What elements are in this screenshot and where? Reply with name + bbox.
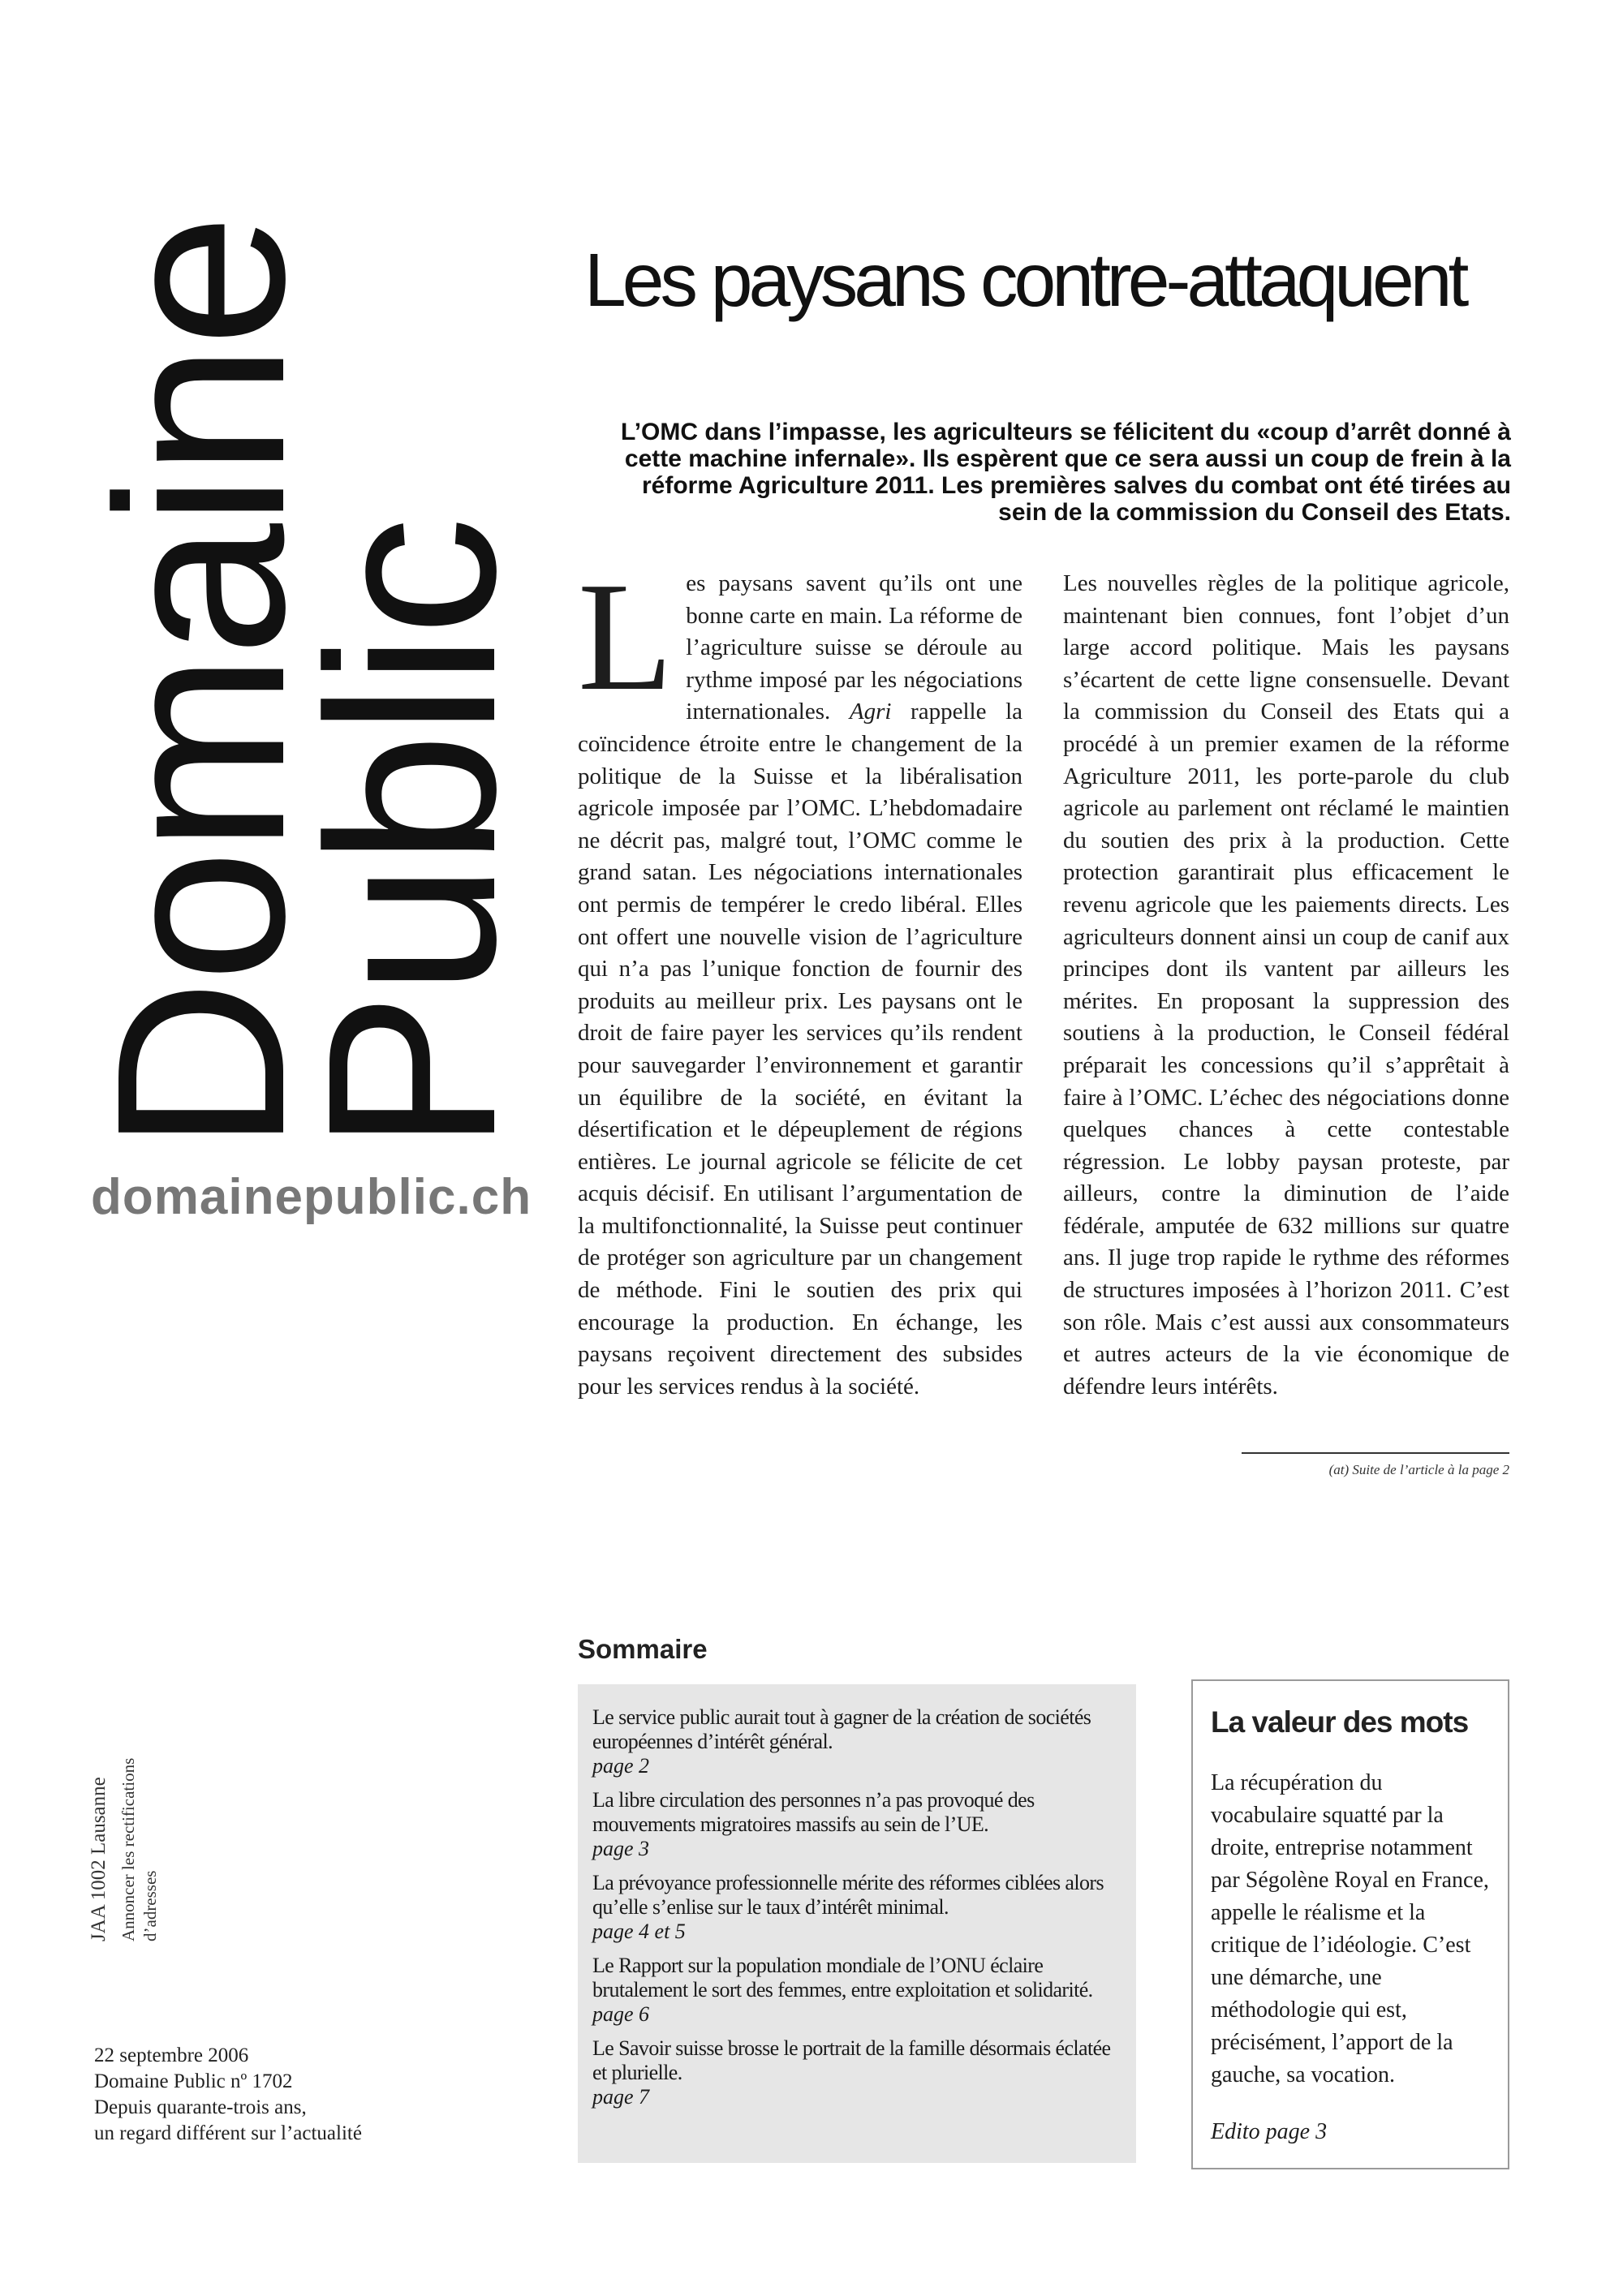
sommaire-item-page: page 4 et 5 bbox=[592, 1920, 686, 1943]
sommaire-item[interactable] bbox=[592, 1788, 1121, 1861]
continued-note: (at) Suite de l’article à la page 2 bbox=[1328, 1462, 1509, 1477]
sommaire-item-page: page 6 bbox=[592, 2002, 650, 2026]
issue-tagline-2: un regard différent sur l’actualité bbox=[94, 2122, 362, 2144]
issue-info bbox=[94, 2043, 362, 2147]
column-1-text-a: es paysans savent qu’ils ont une bonne carte en main. La réforme de l’agriculture suisse se déroule au rythme imposé par les négociations internationales. bbox=[686, 570, 1022, 725]
edito-title: La valeur des mots bbox=[1211, 1705, 1469, 1739]
sommaire-item-page: page 7 bbox=[592, 2085, 650, 2109]
column-1-agri: Agri bbox=[849, 699, 892, 725]
sommaire-box bbox=[578, 1684, 1136, 2163]
postal-instructions bbox=[118, 1758, 161, 1941]
headline: Les paysans contre-attaquent bbox=[584, 238, 1466, 322]
edito-page-ref[interactable]: Edito page 3 bbox=[1211, 2119, 1328, 2144]
drop-cap: L bbox=[578, 550, 674, 723]
column-1-text-b: rappelle la coïncidence étroite entre le changement de la politique de la Suisse et la libéralisation agricole imposée par l’OMC. L’hebdomadaire ne décrit pas, malgré tout, l’OMC comme le grand satan. Les négociations internationales ont permis de tempérer le credo libéral. Elles ont offert une nouvelle vision de l’agriculture qui n’a pas l’unique fonction de fournir des produits au meilleur prix. Les paysans ont le droit de faire payer les services qu’ils rendent pour sauvegarder l’environnement et garantir un équilibre de la société, en évitant la désertification et le dépeuplement de régions entières. Le journal agricole se félicite de cet acquis décisif. En utilisant l’argumentation de la multifonctionnalité, la Suisse peut continuer de protéger son agriculture par un changement de méthode. Fini le soutien des prix qui encourage la production. En échange, les paysans reçoivent directement des subsides pour les services rendus à la société. bbox=[578, 699, 1022, 1400]
sommaire-item-page: page 3 bbox=[592, 1837, 650, 1860]
sommaire-item-text: Le Rapport sur la population mondiale de l’ONU éclaire brutalement le sort des femmes, entre exploitation et solidarité. bbox=[592, 1954, 1093, 2001]
sommaire-item[interactable] bbox=[592, 1871, 1121, 1944]
issue-date: 22 septembre 2006 bbox=[94, 2044, 249, 2066]
edito-box bbox=[1191, 1679, 1509, 2169]
sommaire-title: Sommaire bbox=[578, 1634, 708, 1664]
sommaire-item[interactable] bbox=[592, 2036, 1121, 2109]
site-url[interactable]: domainepublic.ch bbox=[91, 1169, 532, 1225]
article-column-2 bbox=[1063, 568, 1509, 1403]
article-lead: L’OMC dans l’impasse, les agriculteurs se félicitent du «coup d’arrêt donné à cette machine infernale». Ils espèrent que ce sera aussi un coup de frein à la réforme Agriculture 2011. Les premières salves du combat ont été tirées au sein de la commission du Conseil des Etats. bbox=[621, 419, 1511, 526]
issue-tagline-1: Depuis quarante-trois ans, bbox=[94, 2096, 307, 2118]
sommaire-item[interactable] bbox=[592, 1954, 1121, 2027]
sommaire-item-text: La prévoyance professionnelle mérite des réformes ciblées alors qu’elle s’enlise sur le taux d’intérêt minimal. bbox=[592, 1871, 1104, 1919]
masthead-domaine: Domaine bbox=[67, 217, 334, 1152]
column-2-text: Les nouvelles règles de la politique agricole, maintenant bien connues, font l’objet d’un large accord politique. Mais les paysans s’écartent de cette ligne consensuelle. Devant la commission du Conseil des Etats qui a procédé à un premier examen de la réforme Agriculture 2011, les porte-parole du club agricole au parlement ont réclamé le maintien du soutien des prix à la production. Cette protection garantirait plus efficacement le revenu agricole que les paiements directs. Les agriculteurs donnent ainsi un coup de canif aux principes dont ils vantent par ailleurs les mérites. En proposant la suppression des soutiens à la production, le Conseil fédéral préparait les concessions qu’il s’apprêtait à faire à l’OMC. L’échec des négociations donne quelques chances à cette contestable régression. Le lobby paysan proteste, par ailleurs, contre la diminution de l’aide fédérale, amputée de 632 millions sur quatre ans. Il juge trop rapide le rythme des réformes de structures imposées à l’horizon 2011. C’est son rôle. Mais c’est aussi aux consommateurs et autres acteurs de la vie économique de défendre leurs intérêts. bbox=[1063, 570, 1509, 1400]
sommaire-item-text: La libre circulation des personnes n’a pas provoqué des mouvements migratoires massifs au sein de l’UE. bbox=[592, 1788, 1035, 1836]
sommaire-item[interactable] bbox=[592, 1705, 1121, 1778]
masthead-public: Public bbox=[278, 519, 545, 1152]
sommaire-item-text: Le Savoir suisse brosse le portrait de la famille désormais éclatée et plurielle. bbox=[592, 2036, 1111, 2084]
postal-code: JAA 1002 Lausanne bbox=[88, 1777, 110, 1941]
continued-rule bbox=[1242, 1452, 1509, 1454]
postal-line-2: Annoncer les rectifications bbox=[118, 1757, 138, 1941]
issue-number: Domaine Public nº 1702 bbox=[94, 2070, 293, 2092]
edito-text: La récupération du vocabulaire squatté par la droite, entreprise notamment par Ségolène Royal en France, appelle le réalisme et la critique de l’idéologie. C’est une démarche, une méthodologie qui est, précisément, l’apport de la gauche, sa vocation. bbox=[1211, 1770, 1489, 2087]
sommaire-item-page: page 2 bbox=[592, 1754, 650, 1778]
postal-line-3: d’adresses bbox=[140, 1870, 160, 1941]
article-column-1 bbox=[578, 550, 1022, 1403]
sommaire-item-text: Le service public aurait tout à gagner de la création de sociétés européennes d’intérêt général. bbox=[592, 1705, 1091, 1753]
